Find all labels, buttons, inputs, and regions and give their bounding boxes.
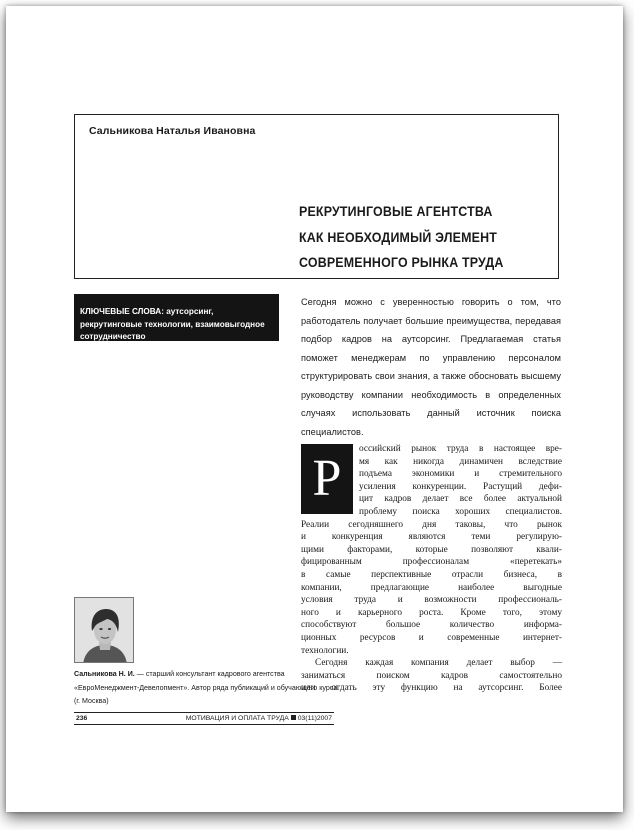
title-line: СОВРЕМЕННОГО РЫНКА ТРУДА [299,255,504,270]
journal-info [186,713,332,724]
drop-cap: Р [301,444,353,514]
author-photo [74,597,134,663]
body-line: усиления конкуренции. Растущий дефи- [359,481,562,492]
body-line: Сегодня каждая компания делает выбор — [315,658,562,669]
body-line: щими факторами, которые позволяют квали- [301,544,562,555]
title-line: КАК НЕОБХОДИМЫЙ ЭЛЕМЕНТ [299,229,498,245]
body-line: ного и карьерного роста. Кроме того, этому [301,607,562,618]
body-line: мя как никогда динамичен вследствие [359,456,562,467]
article-body [301,443,562,695]
article-abstract: Сегодня можно с уверенностью говорить о том, что работодатель получает большие преимущества, передавая подбор кадров на аутсорсинг. Предлагаемая статья поможет менеджерам по управлению персоналом структурировать свои знания, а также обосновать высшему руководству компании необходимость в определенных случаях использовать данный источник поиска специалистов. [301,297,561,437]
page-footer [74,712,334,725]
journal-issue: 03(11)2007 [297,715,332,722]
keywords-box [74,294,279,341]
article-title [299,199,504,276]
author-bio [74,668,344,709]
page-number: 236 [76,715,88,722]
keywords-text: аутсорсинг, рекрутинговые технологии, взаимовыгодное сотрудничество [80,307,265,341]
body-line: проблему поиска хороших специалистов. [359,506,562,517]
body-line: заниматься поиском кадров самостоятельно [301,670,562,681]
body-line: фицированным профессионалам «перетекать» [301,557,562,568]
body-line: подъема экономики и стремительного [359,469,562,480]
body-line: способствуют большое количество информа- [301,620,562,631]
body-line: или отдать эту функцию на аутсорсинг. Более [301,683,562,694]
body-line: и конкуренция являются теми регулирую- [301,532,562,543]
body-line: в самые перспективные отрасли бизнеса, в [301,569,562,580]
journal-name: МОТИВАЦИЯ И ОПЛАТА ТРУДА [185,715,289,722]
author-name: Сальникова Наталья Ивановна [89,125,256,137]
title-line: РЕКРУТИНГОВЫЕ АГЕНТСТВА [299,204,493,219]
body-line: условия труда и возможности профессиональ- [301,595,562,606]
body-line: ционных ресурсов и современные интернет- [301,632,562,643]
square-bullet-icon [291,715,296,720]
bio-text: — старший консультант кадрового агентства «ЕвроМенеджмент-Девелопмент». Автор ряда публикаций и обучающего курса (г. Москва) [74,670,338,705]
article-header-box [74,114,559,279]
body-line: технологии. [301,645,349,656]
keywords-label: КЛЮЧЕВЫЕ СЛОВА: [80,307,164,316]
body-line: компании, предлагающие наиболее выгодные [301,582,562,593]
body-line: оссийский рынок труда в настоящее вре- [359,444,562,454]
author-portrait-icon [75,598,134,663]
bio-name: Сальникова Н. И. [74,670,135,678]
body-line: цит кадров делает все более актуальной [359,494,562,505]
body-line: Реалии сегодняшнего дня таковы, что рынок [301,519,562,530]
